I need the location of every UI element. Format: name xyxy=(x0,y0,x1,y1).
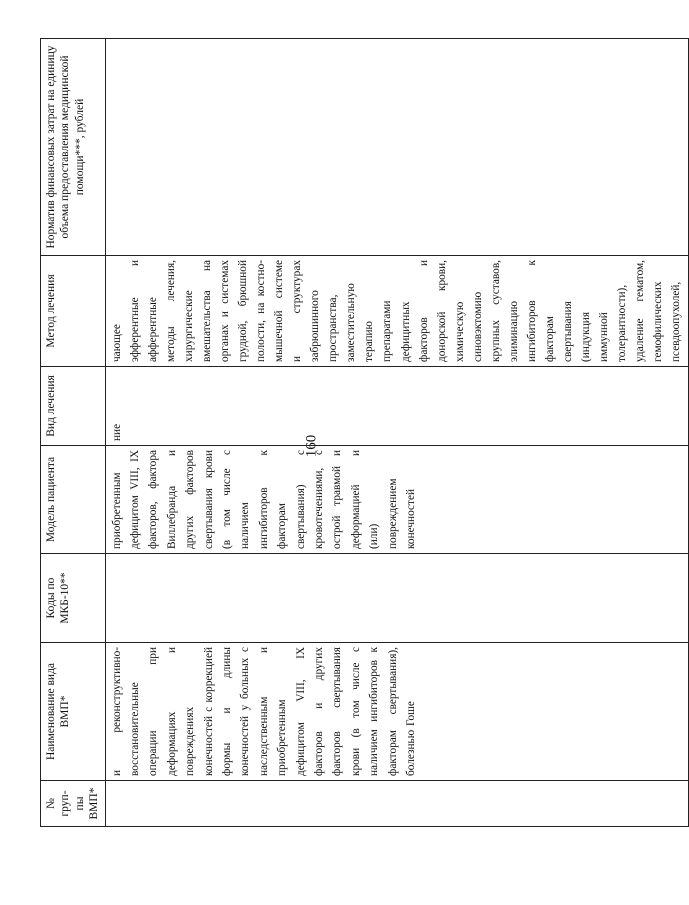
table-header-row xyxy=(41,39,106,827)
vmp-table xyxy=(40,38,689,827)
cell-cost-norm xyxy=(105,39,688,256)
header-vmp-name: Наименование вида ВМП* xyxy=(41,643,106,781)
cell-vmp-name: и реконструктивно-восстановительные операции при деформациях и повреждениях конечностей с коррекцией формы и длины конечностей у больных с наследственным и приобретенным дефицитом VIII, IX факторов и других факторов свертывания крови (в том числе с наличием ингибиторов к факторам свертывания), болезнью Гоше xyxy=(105,643,688,781)
table-container xyxy=(40,39,683,827)
cell-icd-codes xyxy=(105,554,688,643)
header-group-number: № груп-пы ВМП* xyxy=(41,781,106,827)
table-row xyxy=(105,39,688,827)
header-treatment-method: Метод лечения xyxy=(41,256,106,367)
header-cost-norm: Норматив финансовых затрат на единицу объема предоставления медицинской помощи***, рублей xyxy=(41,39,106,256)
header-treatment-type: Вид лечения xyxy=(41,367,106,446)
page-number: 160 xyxy=(303,434,320,458)
cell-treatment-method: чающее эфферентные и афферентные методы лечения, хирургические вмешательства на органах и системах грудной, брюшной полости, на костно-мышечной системе и структурах забрюшинного пространства, заместительную терапию препаратами дефицитных факторов и донорской крови, химическую синовэктомию крупных суставов, элиминацию ингибиторов к факторам свертывания (индукция иммунной толерантности), удаление гематом, гемофилических псевдоопухолей, xyxy=(105,256,688,367)
header-patient-model: Модель пациента xyxy=(41,446,106,554)
cell-group-number xyxy=(105,781,688,827)
header-icd-codes: Коды по МКБ-10** xyxy=(41,554,106,643)
cell-treatment-type: ние xyxy=(105,367,688,446)
cell-patient-model: приобретенным дефицитом VIII, IX факторов, фактора Виллебранда и других факторов свертывания крови (в том числе с наличием ингибиторов к факторам свертывания) с кровотечениями, с острой травмой и деформацией и (или) повреждением конечностей xyxy=(105,446,688,554)
